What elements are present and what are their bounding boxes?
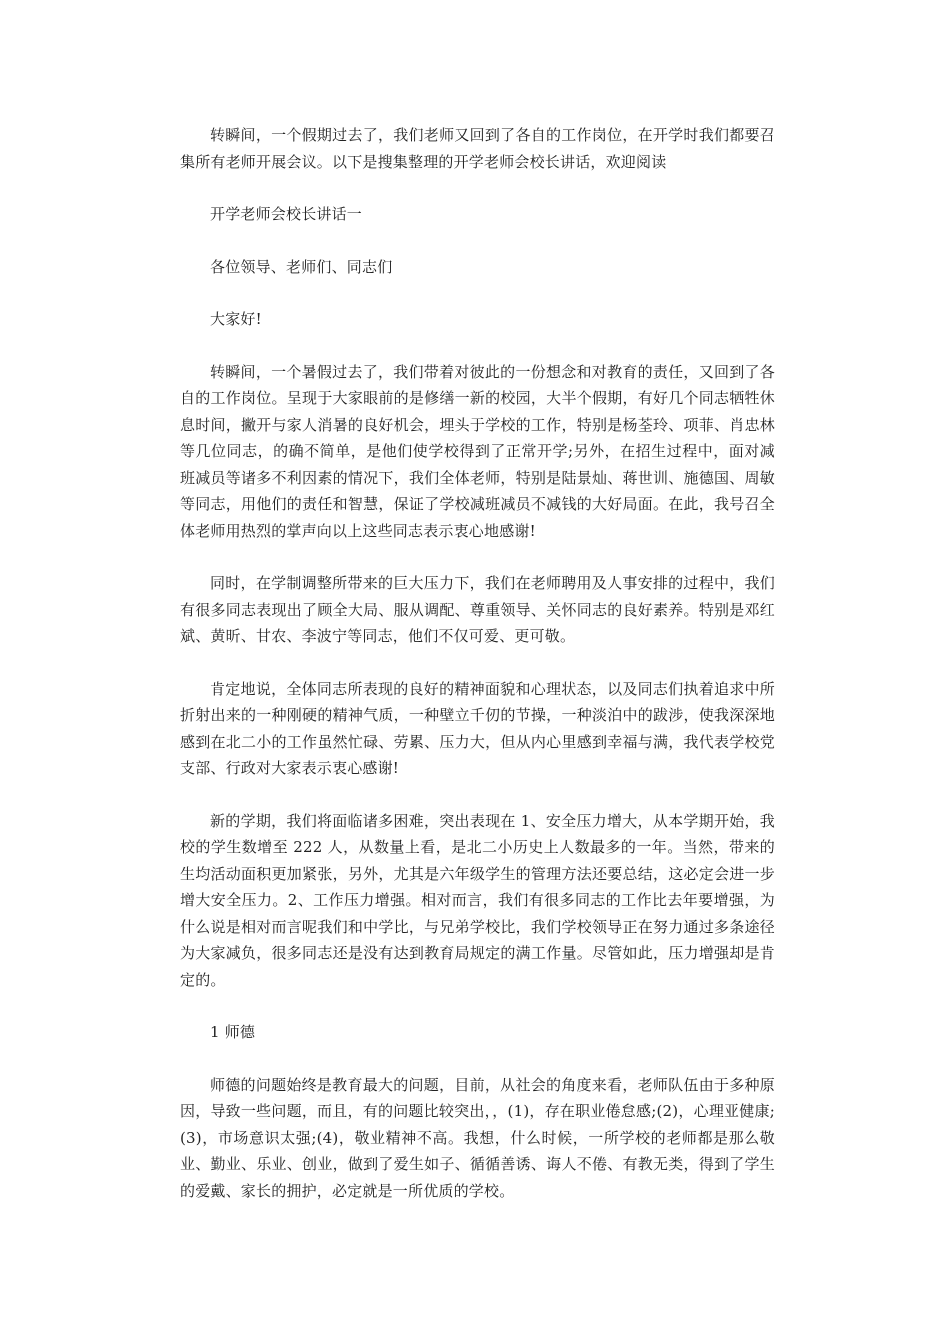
body-paragraph: 新的学期，我们将面临诸多困难，突出表现在 1、安全压力增大，从本学期开始，我校的学生数增至 222 人，从数量上看，是北二小历史上人数最多的一年。当然，带来的生均活动面积更加紧张，另外，尤其是六年级学生的管理方法还要总结，这必定会进一步增大安全压力。2、工作压力增强。相对而言，我们有很多同志的工作比去年要增强，为什么说是相对而言呢我们和中学比，与兄弟学校比，我们学校领导正在努力通过多条途径为大家减负，很多同志还是没有达到教育局规定的满工作量。尽管如此，压力增强却是肯定的。 xyxy=(180,811,775,989)
subheading: 1 师德 xyxy=(210,1023,256,1041)
body-paragraph: 转瞬间，一个暑假过去了，我们带着对彼此的一份想念和对教育的责任，又回到了各自的工作岗位。呈现于大家眼前的是修缮一新的校园，大半个假期，有好几个同志牺牲休息时间，撇开与家人消暑的良好机会，埋头于学校的工作，特别是杨荃玲、项菲、肖忠林等几位同志，的确不简单，是他们使学校得到了正常开学;另外，在招生过程中，面对减班减员等诸多不利因素的情况下，我们全体老师，特别是陆景灿、蒋世训、施德国、周敏等同志，用他们的责任和智慧，保证了学校减班减员不减钱的大好局面。在此，我号召全体老师用热烈的掌声向以上这些同志表示衷心地感谢! xyxy=(180,362,775,540)
body-paragraph: 同时，在学制调整所带来的巨大压力下，我们在老师聘用及人事安排的过程中，我们有很多同志表现出了顾全大局、服从调配、尊重领导、关怀同志的良好素养。特别是邓红斌、黄昕、甘农、李波宁等同志，他们不仅可爱、更可敬。 xyxy=(180,574,775,645)
section-title: 开学老师会校长讲话一 xyxy=(210,205,363,223)
final-paragraph: 师德的问题始终是教育最大的问题，目前，从社会的角度来看，老师队伍由于多种原因，导致一些问题，而且，有的问题比较突出，，(1)，存在职业倦怠感;(2)，心理亚健康;(3)，市场意识太强;(4)，敬业精神不高。我想，什么时候，一所学校的老师都是那么敬业、勤业、乐业、创业，做到了爱生如子、循循善诱、诲人不倦、有教无类，得到了学生的爱戴、家长的拥护，必定就是一所优质的学校。 xyxy=(180,1075,775,1200)
document-body xyxy=(180,122,775,1230)
intro-paragraph: 转瞬间，一个假期过去了，我们老师又回到了各自的工作岗位，在开学时我们都要召集所有老师开展会议。以下是搜集整理的开学老师会校长讲话，欢迎阅读 xyxy=(180,126,775,171)
body-paragraph: 肯定地说，全体同志所表现的良好的精神面貌和心理状态，以及同志们执着追求中所折射出来的一种刚硬的精神气质，一种壁立千仞的节操，一种淡泊中的跋涉，使我深深地感到在北二小的工作虽然忙碌、劳累、压力大，但从内心里感到幸福与满，我代表学校党支部、行政对大家表示衷心感谢! xyxy=(180,679,775,777)
salutation: 各位领导、老师们、同志们 xyxy=(210,257,393,276)
greeting: 大家好! xyxy=(210,310,262,328)
